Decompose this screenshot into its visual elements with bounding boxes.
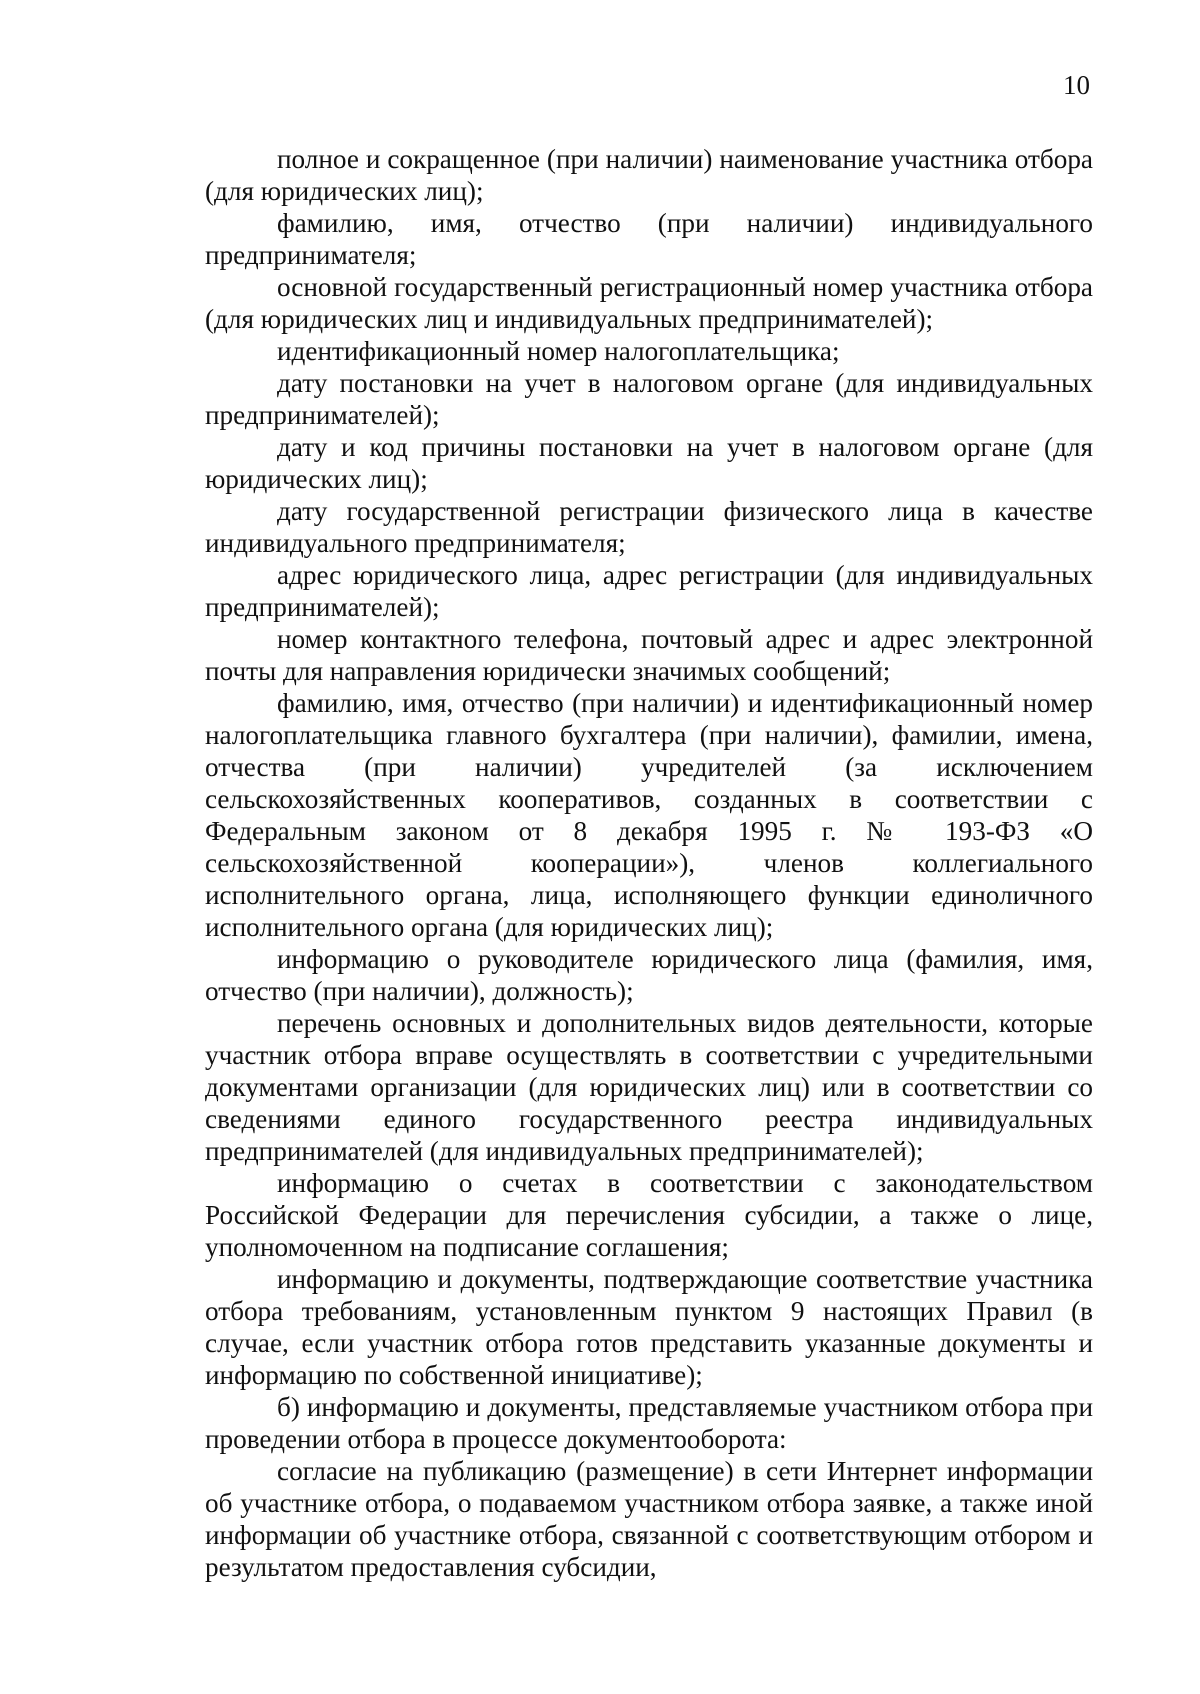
paragraph-state-registration-date: дату государственной регистрации физического лица в качестве индивидуального предпринимателя; [205, 496, 1093, 558]
paragraph-section-b: б) информацию и документы, представляемые участником отбора при проведении отбора в процессе документооборота: [205, 1392, 1093, 1454]
paragraph-tax-registration-date: дату постановки на учет в налоговом органе (для индивидуальных предпринимателей); [205, 368, 1093, 430]
paragraph-accountant-founders: фамилию, имя, отчество (при наличии) и идентификационный номер налогоплательщика главного бухгалтера (при наличии), фамилии, имена, отчества (при наличии) учредителей (за исключением сельскохозяйственных кооперативов, созданных в соответствии с Федеральным законом от 8 декабря 1995 г. № 193-ФЗ «О сельскохозяйственной кооперации»), членов коллегиального исполнительного органа, лица, исполняющего функции единоличного исполнительного органа (для юридических лиц); [205, 688, 1093, 942]
paragraph-director: информацию о руководителе юридического лица (фамилия, имя, отчество (при наличии), должность); [205, 944, 1093, 1006]
paragraph-ogrn: основной государственный регистрационный номер участника отбора (для юридических лиц и индивидуальных предпринимателей); [205, 272, 1093, 334]
paragraph-accounts: информацию о счетах в соответствии с законодательством Российской Федерации для перечисления субсидии, а также о лице, уполномоченном на подписание соглашения; [205, 1168, 1093, 1262]
page-number: 10 [1063, 70, 1090, 100]
paragraph-full-name: полное и сокращенное (при наличии) наименование участника отбора (для юридических лиц); [205, 144, 1093, 206]
document-body [205, 143, 1093, 1583]
paragraph-kpp: дату и код причины постановки на учет в налоговом органе (для юридических лиц); [205, 432, 1093, 494]
paragraph-entrepreneur-name: фамилию, имя, отчество (при наличии) индивидуального предпринимателя; [205, 208, 1093, 270]
paragraph-publication-consent: согласие на публикацию (размещение) в сети Интернет информации об участнике отбора, о подаваемом участником отбора заявке, а также иной информации об участнике отбора, связанной с соответствующим отбором и результатом предоставления субсидии, [205, 1456, 1093, 1582]
paragraph-contacts: номер контактного телефона, почтовый адрес и адрес электронной почты для направления юридически значимых сообщений; [205, 624, 1093, 686]
paragraph-activities: перечень основных и дополнительных видов деятельности, которые участник отбора вправе осуществлять в соответствии с учредительными документами организации (для юридических лиц) или в соответствии со сведениями единого государственного реестра индивидуальных предпринимателей (для индивидуальных предпринимателей); [205, 1008, 1093, 1166]
paragraph-address: адрес юридического лица, адрес регистрации (для индивидуальных предпринимателей); [205, 560, 1093, 622]
paragraph-compliance-documents: информацию и документы, подтверждающие соответствие участника отбора требованиям, установленным пунктом 9 настоящих Правил (в случае, если участник отбора готов представить указанные документы и информацию по собственной инициативе); [205, 1264, 1093, 1390]
paragraph-inn: идентификационный номер налогоплательщика; [277, 336, 840, 366]
